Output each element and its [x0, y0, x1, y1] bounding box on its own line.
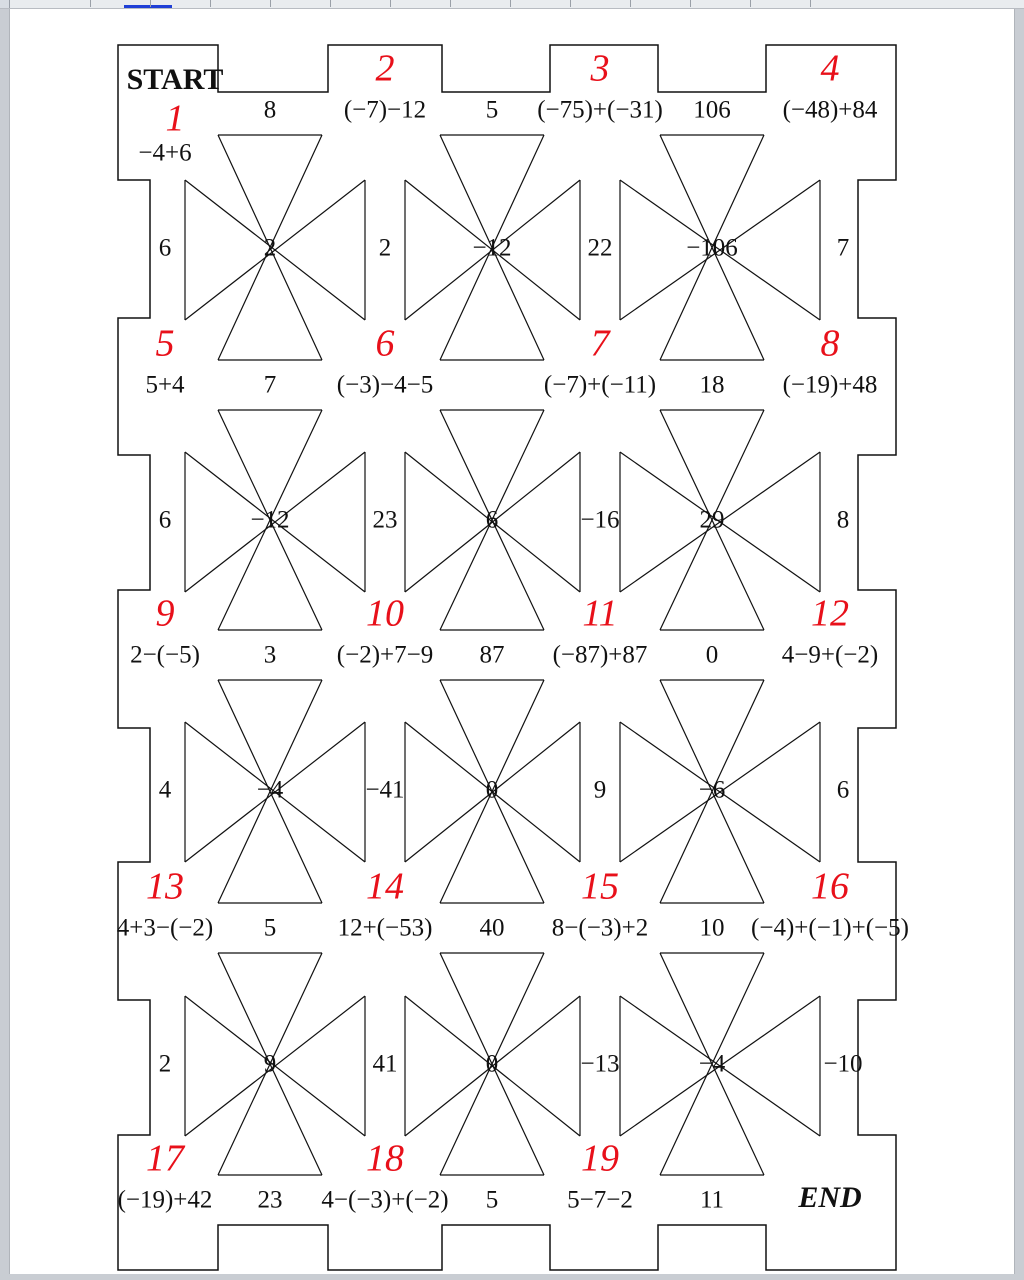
- horizontal-door-value: 8: [263, 96, 277, 124]
- station-expression: (−7)+(−11): [543, 371, 657, 399]
- end-label: END: [798, 1180, 862, 1214]
- station-number: 4: [820, 47, 840, 90]
- station-expression: 5−7−2: [567, 1186, 633, 1214]
- vertical-door-value: 4: [158, 776, 172, 804]
- start-label: START: [126, 62, 224, 96]
- station-expression: 4+3−(−2): [116, 914, 214, 942]
- vertical-door-value: 6: [158, 506, 172, 534]
- station-expression: (−19)+42: [117, 1186, 213, 1214]
- vertical-door-value: −13: [580, 1050, 620, 1078]
- center-value: 0: [485, 1050, 499, 1078]
- station-number: 3: [590, 47, 610, 90]
- station-number: 1: [165, 97, 185, 140]
- center-value: 6: [485, 506, 499, 534]
- vertical-door-value: −41: [365, 776, 405, 804]
- horizontal-door-value: 11: [699, 1186, 725, 1214]
- station-expression: 8−(−3)+2: [551, 914, 649, 942]
- center-value: −4: [698, 1050, 726, 1078]
- station-number: 10: [366, 592, 404, 635]
- station-number: 18: [366, 1137, 404, 1180]
- station-number: 7: [590, 322, 610, 365]
- center-value: −6: [698, 776, 726, 804]
- center-value: −106: [686, 234, 738, 262]
- vertical-door-value: 22: [587, 234, 613, 262]
- vertical-door-value: 2: [158, 1050, 172, 1078]
- maze-labels: [117, 48, 909, 1214]
- station-number: 19: [581, 1137, 619, 1180]
- station-expression: (−75)+(−31): [537, 96, 663, 124]
- horizontal-door-value: 23: [257, 1186, 283, 1214]
- station-expression: 12+(−53): [337, 914, 433, 942]
- vertical-door-value: 6: [836, 776, 850, 804]
- center-value: −4: [256, 776, 284, 804]
- station-expression: 4−9+(−2): [781, 641, 879, 669]
- vertical-door-value: 6: [158, 234, 172, 262]
- vertical-door-value: 23: [372, 506, 398, 534]
- horizontal-door-value: 40: [479, 914, 505, 942]
- station-expression: (−48)+84: [782, 96, 878, 124]
- horizontal-door-value: 5: [263, 914, 277, 942]
- vertical-door-value: 7: [836, 234, 850, 262]
- station-number: 17: [146, 1137, 184, 1180]
- maze-outline: [118, 45, 896, 1270]
- station-expression: (−2)+7−9: [336, 641, 434, 669]
- station-expression: 2−(−5): [130, 641, 200, 669]
- station-expression: −4+6: [138, 139, 192, 167]
- horizontal-door-value: 5: [485, 96, 499, 124]
- horizontal-door-value: 0: [705, 641, 719, 669]
- station-number: 9: [155, 592, 175, 635]
- station-expression: (−19)+48: [782, 371, 878, 399]
- horizontal-door-value: 3: [263, 641, 277, 669]
- vertical-door-value: 9: [593, 776, 607, 804]
- horizontal-door-value: 5: [485, 1186, 499, 1214]
- station-expression: 4−(−3)+(−2): [321, 1186, 449, 1214]
- horizontal-door-value: 87: [479, 641, 505, 669]
- station-number: 11: [582, 592, 618, 635]
- station-number: 8: [820, 322, 840, 365]
- station-number: 6: [375, 322, 395, 365]
- station-expression: 5+4: [145, 371, 185, 399]
- station-expression: (−4)+(−1)+(−5): [751, 914, 909, 942]
- center-value: −12: [250, 506, 290, 534]
- center-value: 0: [485, 776, 499, 804]
- horizontal-door-value: 106: [693, 96, 731, 124]
- station-number: 13: [146, 865, 184, 908]
- vertical-door-value: 8: [836, 506, 850, 534]
- horizontal-door-value: 7: [263, 371, 277, 399]
- station-number: 5: [155, 322, 175, 365]
- station-number: 16: [811, 865, 849, 908]
- vertical-door-value: 41: [372, 1050, 398, 1078]
- horizontal-door-value: 10: [699, 914, 725, 942]
- station-expression: (−87)+87: [552, 641, 648, 669]
- station-expression: (−3)−4−5: [336, 371, 434, 399]
- station-expression: (−7)−12: [343, 96, 427, 124]
- vertical-door-value: −16: [580, 506, 620, 534]
- center-value: 9: [263, 1050, 277, 1078]
- center-value: −12: [472, 234, 512, 262]
- center-value: 2: [263, 234, 277, 262]
- vertical-door-value: −10: [823, 1050, 863, 1078]
- vertical-door-value: 2: [378, 234, 392, 262]
- station-number: 14: [366, 865, 404, 908]
- station-number: 15: [581, 865, 619, 908]
- horizontal-door-value: 18: [699, 371, 725, 399]
- station-number: 12: [811, 592, 849, 635]
- station-number: 2: [375, 47, 395, 90]
- center-value: 29: [699, 506, 725, 534]
